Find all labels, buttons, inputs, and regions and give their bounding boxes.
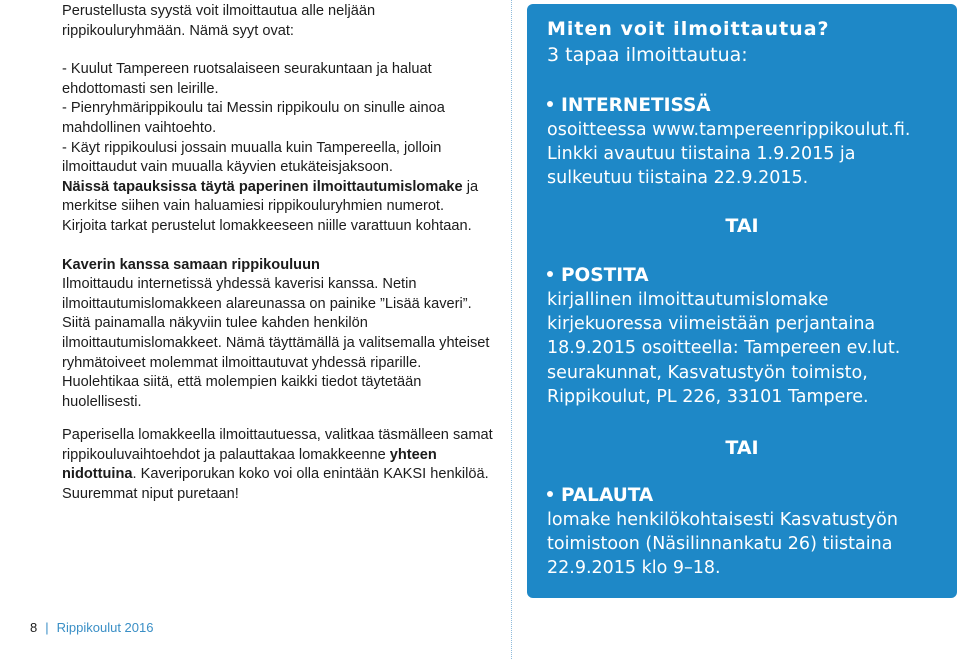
or-label: TAI xyxy=(725,215,759,237)
section-line: kirjallinen ilmoittautumislomake xyxy=(547,290,829,310)
section-line: Rippikoulut, PL 226, 33101 Tampere. xyxy=(547,386,869,407)
publication-name: Rippikoulut 2016 xyxy=(56,620,154,635)
section-heading: PALAUTA xyxy=(547,484,947,508)
section-post xyxy=(547,264,947,409)
paper-form-bold: Näissä tapauksissa täytä paperinen ilmoittautumislomake xyxy=(62,178,463,195)
paper-form-rest: ja merkitse siihen vain haluamiesi rippikouluryhmien numerot. xyxy=(62,178,479,215)
paper-bold: yhteen nidottuina xyxy=(62,446,437,483)
section-line: 22.9.2015 klo 9–18. xyxy=(547,558,721,579)
section-heading: POSTITA xyxy=(547,264,947,288)
reason-item: - Pienryhmärippikoulu tai Messin rippikoulu on sinulle ainoa mahdollinen vaihtoehto. xyxy=(62,100,445,136)
panel-subtitle: 3 tapaa ilmoittautua: xyxy=(547,44,748,66)
paper-text-1: Paperisella lomakkeella ilmoittautuessa, valitkaa täsmälleen samat rippikouluvaihtoehdot ja palauttakaa lomakkeenne xyxy=(62,427,493,463)
section-line: osoitteessa www.tampereenrippikoulut.fi. xyxy=(547,120,911,140)
section-line: seurakunnat, Kasvatustyön toimisto, xyxy=(547,362,868,383)
section-return xyxy=(547,484,947,581)
section-heading: INTERNETISSÄ xyxy=(547,94,947,118)
bullet-icon xyxy=(547,491,553,497)
section-line: lomake henkilökohtaisesti Kasvatustyön xyxy=(547,510,898,530)
paper-paragraph xyxy=(62,426,502,504)
column-divider xyxy=(511,0,512,659)
section-line: 18.9.2015 osoitteella: Tampereen ev.lut. xyxy=(547,338,901,359)
section-line: sulkeutuu tiistaina 22.9.2015. xyxy=(547,168,809,189)
info-panel xyxy=(527,4,957,598)
section-line: toimistoon (Näsilinnankatu 26) tiistaina xyxy=(547,534,893,555)
section-line: Linkki avautuu tiistaina 1.9.2015 ja xyxy=(547,144,856,165)
paper-text-2: . Kaveriporukan koko voi olla enintään KAKSI henkilöä. Suuremmat niput puretaan! xyxy=(62,466,489,503)
intro-paragraph: Perustellusta syystä voit ilmoittautua alle neljään rippikouluryhmään. Nämä syyt ovat: xyxy=(62,3,376,39)
bullet-icon xyxy=(547,271,553,277)
footer-separator: | xyxy=(45,620,49,635)
reasons-instruction: Kirjoita tarkat perustelut lomakkeeseen niille varattuun kohtaan. xyxy=(62,217,472,234)
panel-title: Miten voit ilmoittautua? xyxy=(547,18,830,40)
friend-paragraph: Ilmoittaudu internetissä yhdessä kaverisi kanssa. Netin ilmoittautumislomakkeen alareunassa on painike ”Lisää kaveri”. Siitä painamalla näkyviin tulee kahden henkilön ilmoittautumislomakkeet. Nämä täyttämällä ja valitsemalla yhteiset ryhmätoiveet molemmat ilmoittautuvat yhdessä riparille. Huolehtikaa siitä, että molempien kaikki tiedot täytetään huolellisesti. xyxy=(62,276,490,410)
page-number: 8 xyxy=(30,620,38,635)
reason-item: - Kuulut Tampereen ruotsalaiseen seurakuntaan ja haluat ehdottomasti sen leirille. xyxy=(62,61,432,97)
or-label: TAI xyxy=(725,437,759,459)
section-line: kirjekuoressa viimeistään perjantaina xyxy=(547,314,876,335)
left-column xyxy=(62,2,502,505)
friend-heading: Kaverin kanssa samaan rippikouluun xyxy=(62,256,320,273)
bullet-icon xyxy=(547,101,553,107)
paper-form-paragraph xyxy=(62,178,502,217)
section-internet xyxy=(547,94,947,191)
reason-item: - Käyt rippikoulusi jossain muualla kuin Tampereella, jolloin ilmoittaudut vain muualla käyvien etukäteisjaksoon. xyxy=(62,139,442,176)
page-footer xyxy=(30,620,153,635)
